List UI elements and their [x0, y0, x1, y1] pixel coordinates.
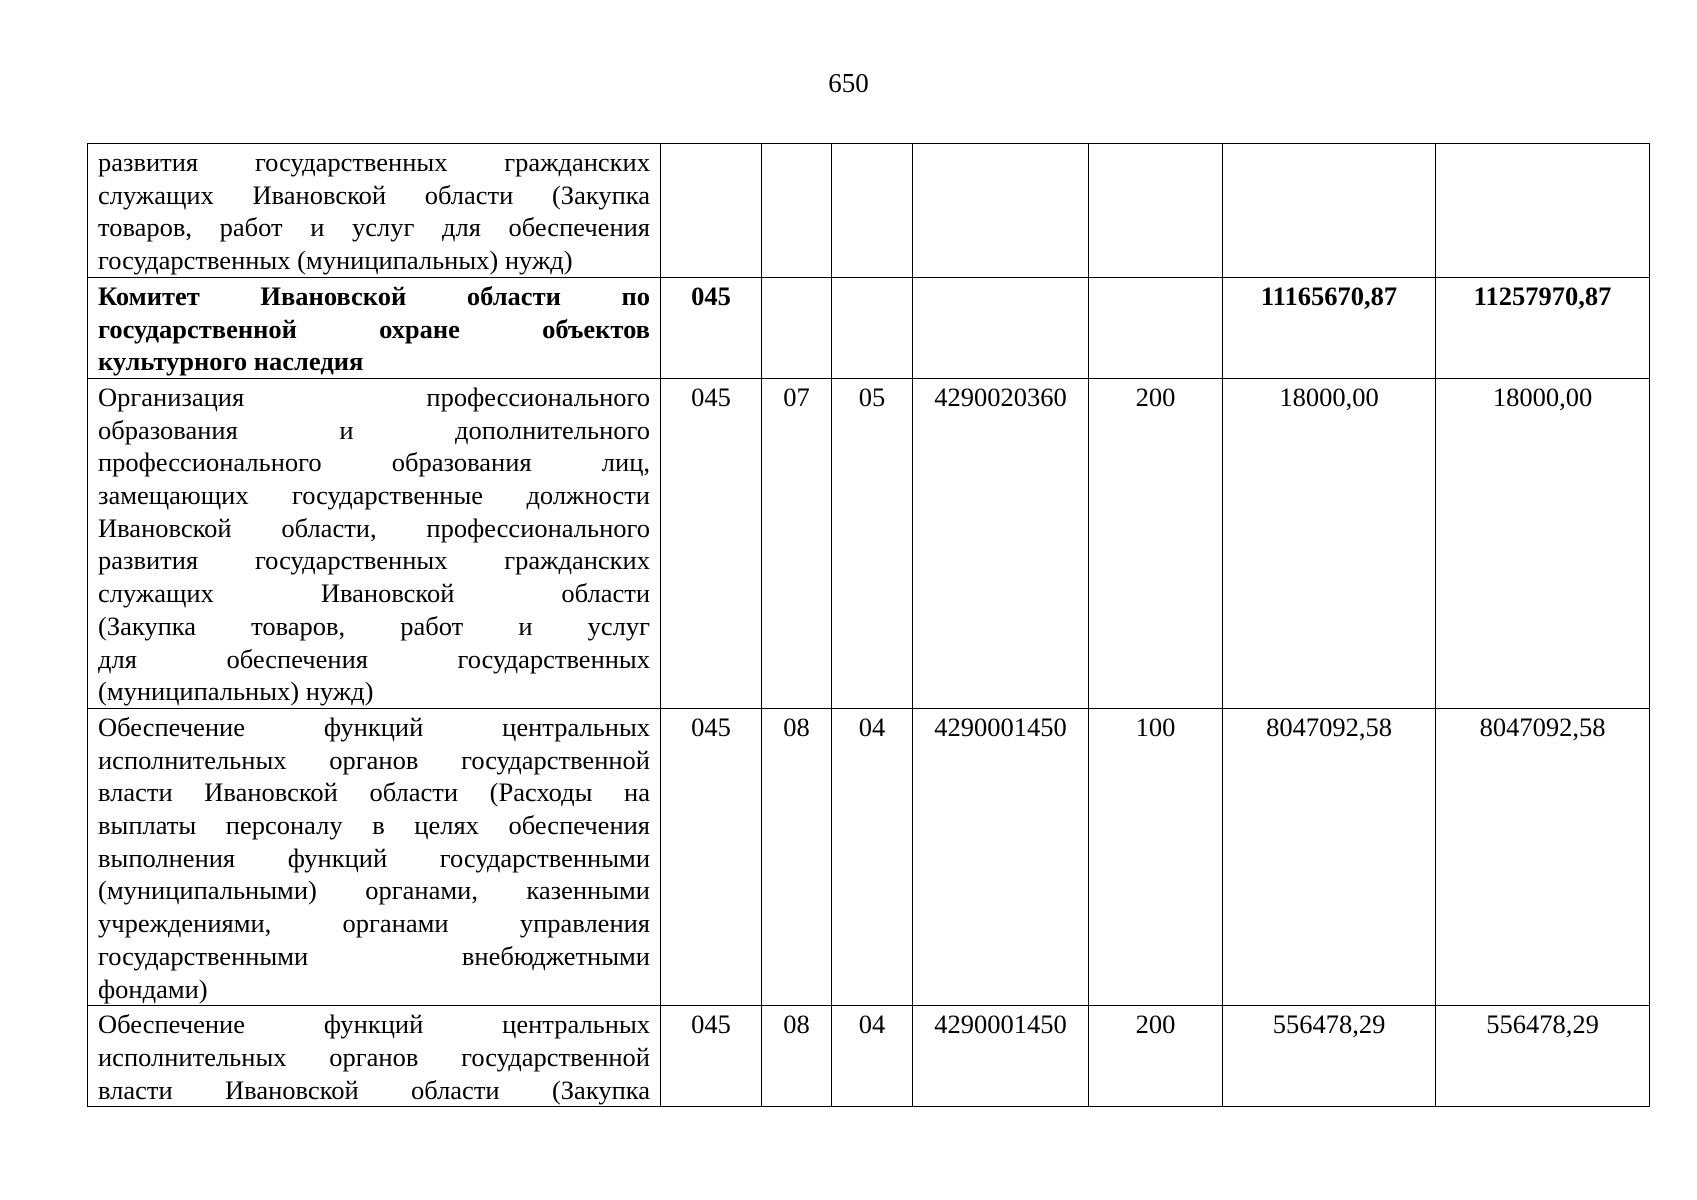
description-line: Организация профессионального	[98, 381, 650, 412]
cell-section	[762, 277, 832, 378]
description-line: выплаты персоналу в целях обеспечения	[98, 810, 650, 841]
cell-expense-type	[1089, 144, 1223, 278]
description-line: культурного наследия	[98, 346, 364, 377]
cell-ministry: 045	[661, 378, 762, 708]
row-description	[88, 144, 661, 278]
description-line: Ивановской области, профессионального	[98, 512, 650, 543]
description-line: государственной охране объектов	[98, 313, 650, 344]
cell-subsection: 05	[832, 378, 913, 708]
description-line: Обеспечение функций центральных	[98, 1009, 650, 1040]
cell-section: 07	[762, 378, 832, 708]
description-line: власти Ивановской области (Закупка	[98, 1074, 650, 1105]
description-line: служащих Ивановской области	[98, 578, 650, 609]
description-line: учреждениями, органами управления	[98, 908, 650, 939]
cell-section: 08	[762, 1006, 832, 1107]
description-line: Комитет Ивановской области по	[98, 280, 650, 311]
cell-sum-1: 18000,00	[1223, 378, 1436, 708]
cell-sum-1: 8047092,58	[1223, 708, 1436, 1005]
cell-section	[762, 144, 832, 278]
cell-subsection: 04	[832, 708, 913, 1005]
description-line: Обеспечение функций центральных	[98, 711, 650, 742]
row-description	[88, 1006, 661, 1107]
cell-sum-2	[1436, 144, 1650, 278]
cell-target	[913, 277, 1089, 378]
cell-section: 08	[762, 708, 832, 1005]
row-description	[88, 378, 661, 708]
cell-sum-2: 8047092,58	[1436, 708, 1650, 1005]
cell-ministry: 045	[661, 708, 762, 1005]
description-line: выполнения функций государственными	[98, 842, 650, 873]
table-row	[88, 1006, 1650, 1107]
description-line: власти Ивановской области (Расходы на	[98, 777, 650, 808]
description-line: образования и дополнительного	[98, 414, 650, 445]
cell-sum-2: 18000,00	[1436, 378, 1650, 708]
description-line: замещающих государственные должности	[98, 480, 650, 511]
description-line: развития государственных гражданских	[98, 545, 650, 576]
budget-table	[87, 143, 1650, 1107]
table-row	[88, 378, 1650, 708]
description-line: (муниципальных) нужд)	[98, 676, 374, 707]
cell-expense-type: 200	[1089, 378, 1223, 708]
cell-ministry: 045	[661, 277, 762, 378]
cell-subsection	[832, 277, 913, 378]
table-row	[88, 144, 1650, 278]
description-line: профессионального образования лиц,	[98, 447, 650, 478]
description-line: товаров, работ и услуг для обеспечения	[98, 212, 650, 243]
cell-ministry	[661, 144, 762, 278]
cell-target: 4290001450	[913, 708, 1089, 1005]
description-line: развития государственных гражданских	[98, 147, 650, 177]
cell-expense-type: 100	[1089, 708, 1223, 1005]
cell-sum-1: 11165670,87	[1223, 277, 1436, 378]
cell-expense-type: 200	[1089, 1006, 1223, 1107]
page-number: 650	[828, 68, 869, 98]
table-row	[88, 277, 1650, 378]
description-line: исполнительных органов государственной	[98, 744, 650, 775]
description-line: государственными внебюджетными	[98, 940, 650, 971]
cell-target: 4290020360	[913, 378, 1089, 708]
cell-target: 4290001450	[913, 1006, 1089, 1107]
cell-ministry: 045	[661, 1006, 762, 1107]
cell-sum-1: 556478,29	[1223, 1006, 1436, 1107]
cell-sum-2: 556478,29	[1436, 1006, 1650, 1107]
cell-subsection	[832, 144, 913, 278]
cell-sum-2: 11257970,87	[1436, 277, 1650, 378]
description-line: исполнительных органов государственной	[98, 1041, 650, 1072]
description-line: (муниципальными) органами, казенными	[98, 875, 650, 906]
table-body	[88, 144, 1650, 1107]
description-line: служащих Ивановской области (Закупка	[98, 179, 650, 210]
description-line: фондами)	[98, 973, 208, 1004]
description-line: для обеспечения государственных	[98, 643, 650, 674]
cell-subsection: 04	[832, 1006, 913, 1107]
cell-target	[913, 144, 1089, 278]
cell-sum-1	[1223, 144, 1436, 278]
description-line: государственных (муниципальных) нужд)	[98, 245, 573, 276]
row-description	[88, 277, 661, 378]
row-description	[88, 708, 661, 1005]
table-row	[88, 708, 1650, 1005]
description-line: (Закупка товаров, работ и услуг	[98, 610, 650, 641]
cell-expense-type	[1089, 277, 1223, 378]
